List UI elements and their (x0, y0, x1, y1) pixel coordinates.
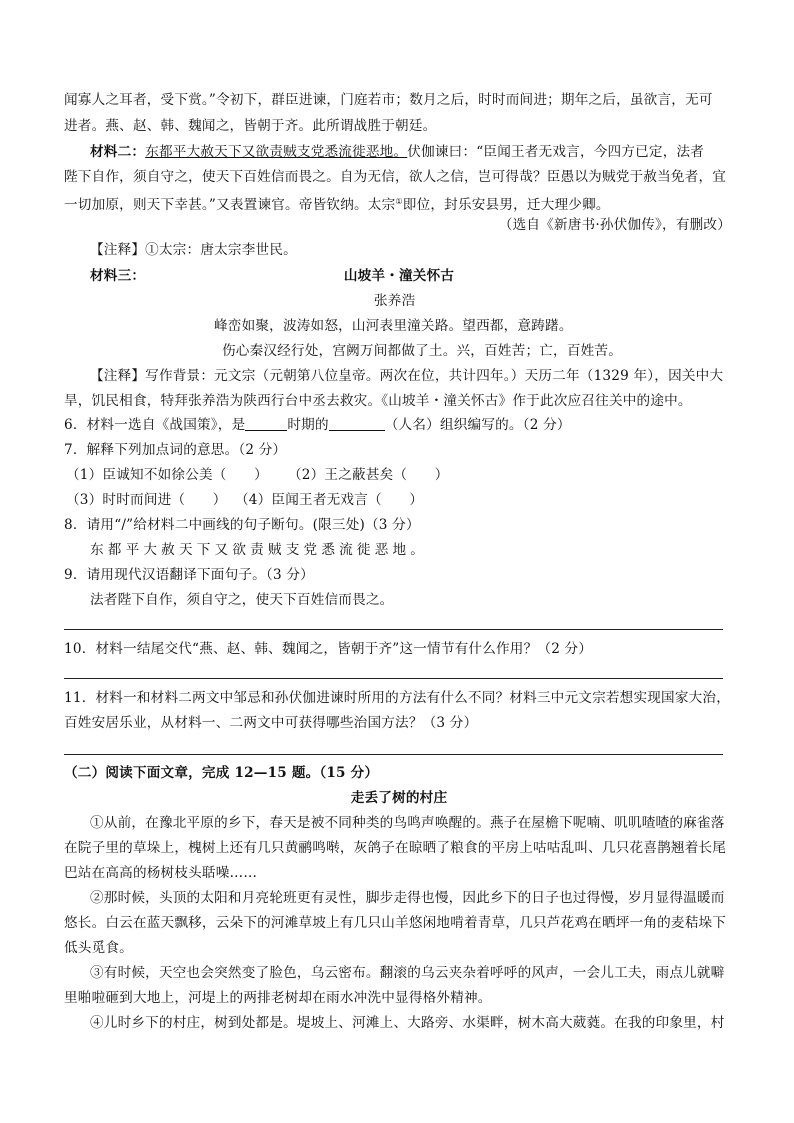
question-8-text: 东都平大赦天下又欲责贼支党悉流徙恶地。 (90, 542, 429, 558)
paragraph-4: ④儿时乡下的村庄，树到处都是。堤坡上、河滩上、大路旁、水渠畔，树木高大葳蕤。在我的印象里，村 (90, 1015, 725, 1031)
note-two-cont: 旱，饥民相食，特拜张养浩为陕西行台中丞去救灾。《山坡羊・潼关怀古》作于此次应召往关中的途中。 (64, 393, 692, 409)
question-10: 10．材料一结尾交代“燕、赵、韩、魏闻之，皆朝于齐”这一情节有什么作用？（2 分） (64, 641, 593, 657)
article-title: 走丢了树的村庄 (350, 790, 448, 806)
answer-line[interactable] (64, 754, 723, 755)
text-span: （人名）组织编写的。（2 分） (384, 417, 571, 433)
material-three-label: 材料三： (90, 268, 146, 284)
section-heading: （二）阅读下面文章，完成 12—15 题。（15 分） (64, 765, 379, 781)
footnote-ref: ① (395, 197, 403, 206)
paragraph-2: ②那时候，头顶的太阳和月亮轮班更有灵性，脚步走得也慢，因此乡下的日子也过得慢，岁月显得温暖而 (90, 890, 725, 906)
source-citation: （选自《新唐书·孙伏伽传》，有删改） (498, 217, 731, 233)
material-two-line (90, 140, 760, 164)
text-span: 6．材料一选自《战国策》，是 (64, 417, 246, 433)
text-span: 伏伽谏曰：“臣闻王者无戏言，今四方已定，法者 (407, 144, 705, 160)
answer-line[interactable] (64, 629, 723, 630)
question-7-item-2: （2）王之蔽甚矣（ ） (288, 467, 449, 483)
question-11: 11．材料一和材料二两文中邹忌和孙伏伽进谏时所用的方法有什么不同？材料三中元文宗若想实现国家大治， (64, 690, 730, 706)
paragraph-2-cont: 低头觅食。 (64, 940, 133, 956)
poem-author: 张养浩 (374, 293, 416, 309)
paragraph-3: ③有时候，天空也会突然变了脸色，乌云密布。翻滚的乌云夹杂着呼呼的风声，一会儿工夫，雨点儿就噼 (90, 965, 725, 981)
paragraph-2-cont: 悠长。白云在蓝天飘移，云朵下的河滩草坡上有几只山羊悠闲地啃着青草，几只芦花鸡在晒坪一角的麦秸垛下 (64, 915, 727, 931)
text-span: 一切加原，则天下幸甚。”又表置谏官。帝皆钦纳。太宗 (64, 197, 396, 213)
question-7: 7．解释下列加点词的意思。（2 分） (64, 442, 287, 458)
question-6 (64, 413, 734, 437)
question-7-item-1: （1）臣诚知不如徐公美（ ） (66, 467, 268, 483)
poem-line: 峰峦如聚，波涛如怒，山河表里潼关路。望西都，意踌躇。 (214, 318, 573, 334)
question-7-item-3: （3）时时而间进（ ） (66, 492, 227, 508)
text-span: 即位，封乐安县男，迁大理少卿。 (402, 197, 610, 213)
question-8: 8．请用“/”给材料二中画线的句子断句。(限三处)（3 分） (64, 517, 420, 533)
paragraph-1-cont: 巴站在高高的杨树枝头聒噪…… (64, 865, 258, 881)
question-11-cont: 百姓安居乐业，从材料一、二两文中可获得哪些治国方法？（3 分） (64, 715, 478, 731)
text-line: 进者。燕、赵、韩、魏闻之，皆朝于齐。此所谓战胜于朝廷。 (64, 118, 437, 134)
poem-line: 伤心秦汉经行处，宫阙万间都做了土。兴，百姓苦；亡，百姓苦。 (222, 343, 623, 359)
material-two-label: 材料二： (90, 144, 146, 160)
answer-line[interactable] (64, 678, 723, 679)
text-line: 闻寡人之耳者，受下赏。”令初下，群臣进谏，门庭若市；数月之后，时时而间进；期年之后，虽欲言，无可 (64, 92, 713, 108)
paragraph-1: ①从前，在豫北平原的乡下，春天是被不同种类的鸟鸣声唤醒的。燕子在屋檐下呢喃、叽叽喳喳的麻雀落 (90, 815, 725, 831)
poem-title: 山坡羊・潼关怀古 (343, 268, 455, 284)
question-7-item-4: （4）臣闻王者无戏言（ ） (235, 492, 424, 508)
underlined-sentence: 东都平大赦天下又欲责贼支党悉流徙恶地。 (145, 144, 408, 160)
question-9: 9．请用现代汉语翻译下面句子。（3 分） (64, 567, 314, 583)
text-line: 陛下自作，须自守之，使天下百姓信而畏之。自为无信，欲人之信，岂可得哉？臣愚以为贼党于赦当免者，宜 (64, 169, 727, 185)
paragraph-1-cont: 在院子里的草垛上，槐树上还有几只黄鹂鸣啭，灰鸽子在晾晒了粮食的平房上咕咕乱叫、几只花喜鹊翘着长尾 (64, 840, 727, 856)
paragraph-3-cont: 里啪啦砸到大地上，河堤上的两排老树却在雨水冲洗中显得格外精神。 (64, 990, 492, 1006)
answer-blank[interactable] (245, 416, 287, 431)
note-two: 【注释】写作背景：元文宗（元朝第八位皇帝。两次在位，共计四年。）天历二年（1329 年），因关中大 (90, 368, 724, 384)
note-one: 【注释】①太宗：唐太宗李世民。 (90, 242, 297, 258)
question-9-text: 法者陛下自作，须自守之，使天下百姓信而畏之。 (90, 592, 394, 608)
answer-blank[interactable] (329, 416, 385, 431)
text-span: 时期的 (287, 417, 329, 433)
